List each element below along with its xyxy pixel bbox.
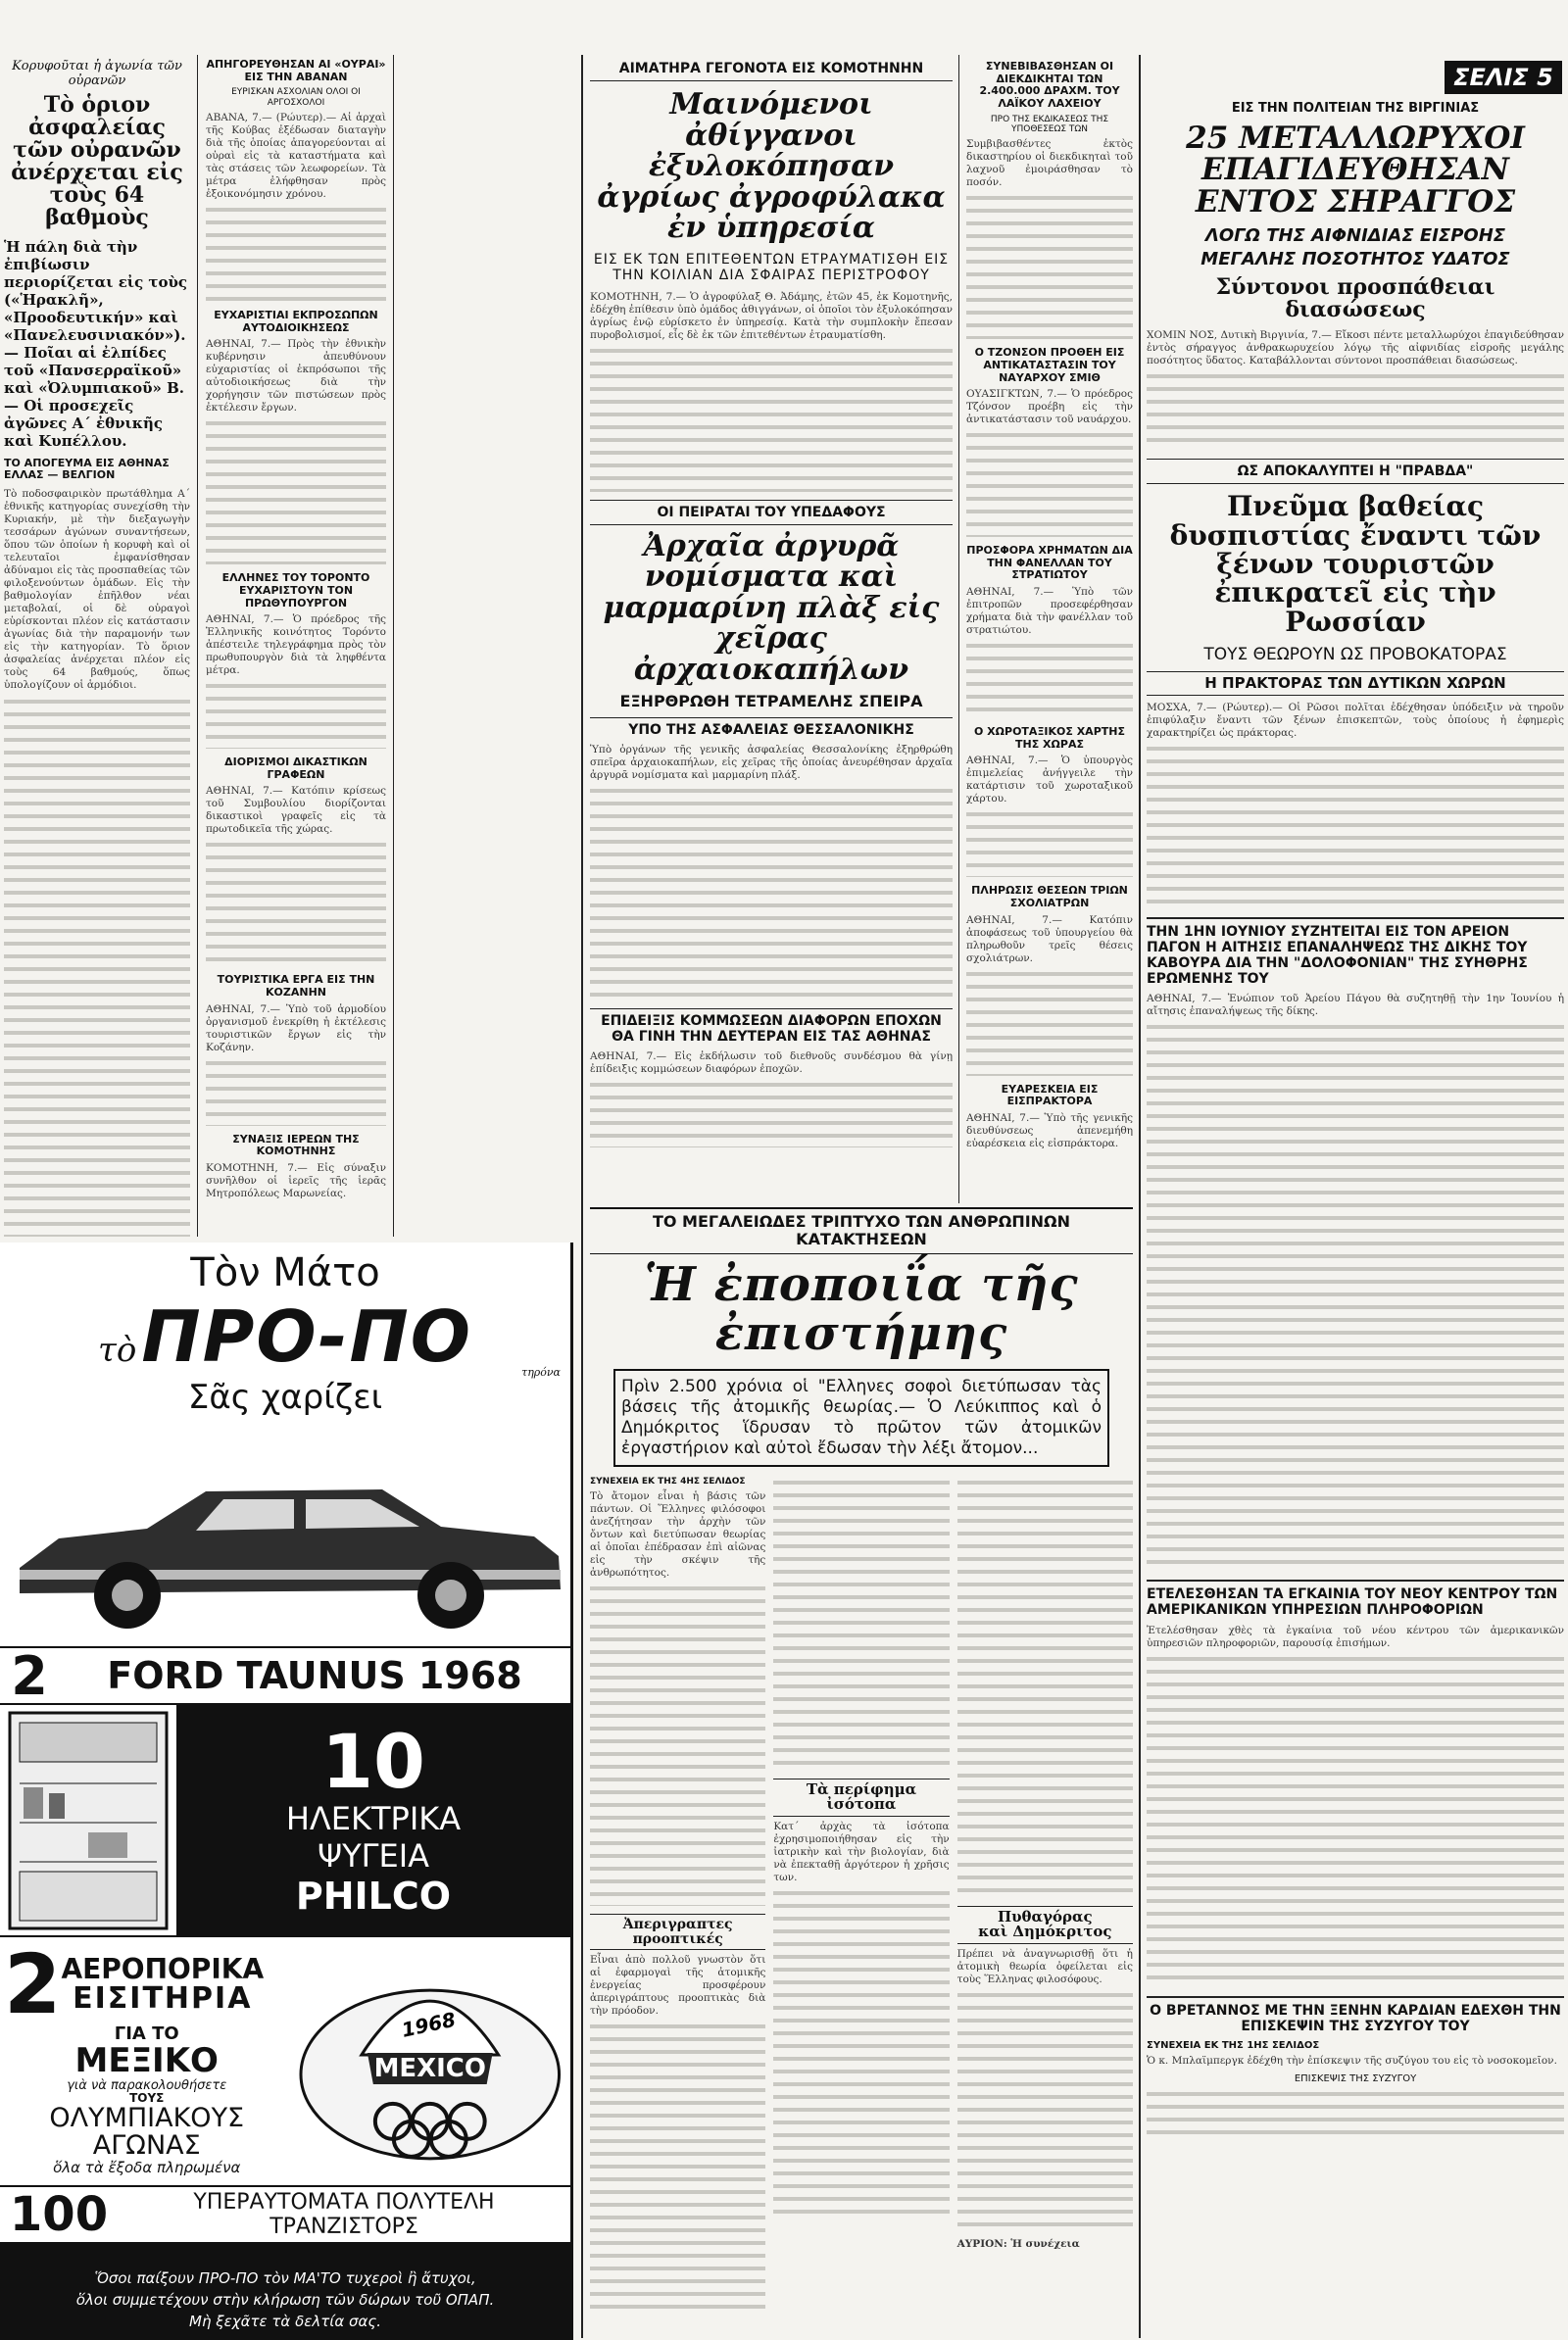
feature-col2-filler (773, 1477, 949, 1771)
feature-subhead-2a: Τὰ περίφημα (773, 1779, 949, 1798)
column-rule (393, 55, 394, 1237)
col5-text5: Ὁ κ. Μπλαϊμπεργκ ἐδέχθη τὴν ἐπίσκεψιν τῆς συζύγου του εἰς τὸ νοσοκομεῖον. (1147, 2055, 1557, 2068)
col2-s3-text: ΑΘΗΝΑΙ, 7.— Ὁ πρόεδρος τῆς Ἑλληνικῆς κοινότητος Τορόντο ἀπέστειλε τηλεγράφημα πρὸς τὸν πρωθυπουργὸν διὰ τὰ ληφθέντα μέτρα. (206, 613, 386, 677)
fridge-prize-number: 10 (321, 1717, 425, 1805)
feature-columns (590, 1477, 1133, 2316)
col5-s2-kicker: ΩΣ ΑΠΟΚΑΛΥΠΤΕΙ Η "ΠΡΑΒΔΑ" (1147, 459, 1564, 484)
ad-propo-logo: ΠΡΟ-ΠΟ (141, 1295, 472, 1378)
feature-text2-filler (590, 2021, 765, 2315)
feature-footer: ΑΥΡΙΟΝ: Ἡ συνέχεια (956, 2238, 1080, 2251)
col5-text2: ΜΟΣΧΑ, 7.— (Ρώυτερ).— Οἱ Ρῶσοι πολῖται ἐδέχθησαν ὑπόδειξιν νὰ τηροῦν ἐπιφύλαξιν ἔναντι τῶν ξένων ἐπισκεπτῶν, τοὺς ὁποίους ἡ ἐφημερὶς χαρακτηρίζει ὡς πράκτορας. (1147, 701, 1564, 739)
col3-headline: Μαινόμενοι ἀθίγγανοι ἐξυλοκόπησαν ἀγρίως ἀγροφύλακα ἐν ὑπηρεσία (597, 87, 946, 246)
col2-s2-filler (206, 417, 386, 564)
column-rule (958, 55, 959, 1203)
col4-s3-filler (966, 640, 1133, 718)
col4-s2-text: ΟΥΑΣΙΓΚΤΩΝ, 7.— Ὁ πρόεδρος Τζόνσον προέβη εἰς τὴν ἀντικατάστασιν τοῦ ναυάρχου. (966, 388, 1133, 426)
sombrero-illustration (293, 1937, 570, 2187)
col3-text: ΚΟΜΟΤΗΝΗ, 7.— Ὁ ἀγροφύλαξ Θ. Ἀδάμης, ἐτῶν 45, ἐκ Κομοτηνῆς, ἐδέχθη ἐπίθεσιν ὑπὸ ὁμάδος ἀθιγγάνων, οἱ ὁποῖοι τὸν ἐξυλοκόπησαν ἀγρίως ἐνῷ εὑρίσκετο ἐν ὑπηρεσίᾳ. Κατὰ τὴν συμπλοκὴν ἔπεσαν πυροβολισμοί, εἷς δὲ ἐκ τῶν ἐπιτεθέντων ἐτραυματίσθη. (590, 290, 953, 341)
col5-text3-filler (1147, 1021, 1564, 1570)
ad-line-2 (0, 1295, 570, 1378)
col2-s3-head: ΕΛΛΗΝΕΣ ΤΟΥ ΤΟΡΟΝΤΟ ΕΥΧΑΡΙΣΤΟΥΝ ΤΟΝ ΠΡΩΘΥΠΟΥΡΓΟΝ (221, 571, 370, 609)
col3-text-2: Ὑπὸ ὀργάνων τῆς γενικῆς ἀσφαλείας Θεσσαλονίκης ἐξηρθρώθη σπεῖρα ἀρχαιοκαπήλων, εἰς χεῖρας τῆς ὁποίας ἀνευρέθησαν ἀρχαῖα ἀργυρᾶ νομίσματα καὶ μαρμαρίνη πλάξ. (590, 743, 953, 781)
fridge-prize (0, 1705, 570, 1935)
col5-sub3: Σύντονοι προσπάθειαι διασώσεως (1215, 273, 1495, 323)
ad-footer-line-3: Μὴ ξεχᾶτε τὰ δελτία σας. (189, 2313, 381, 2330)
tickets-label-stack (61, 1952, 265, 2016)
ad-line-1: Τὸν Μάτο (190, 1250, 380, 1295)
col4-s2-filler (966, 429, 1133, 537)
feature-col-2 (773, 1477, 949, 2316)
feature-cont: ΣΥΝΕΧΕΙΑ ΕΚ ΤΗΣ 4ΗΣ ΣΕΛΙΔΟΣ (590, 1476, 746, 1487)
radio-prize-name: ΥΠΕΡΑΥΤΟΜΑΤΑ ΠΟΛΥΤΕΛΗ ΤΡΑΝΖΙΣΤΟΡΣ (193, 2190, 495, 2239)
col4-s6-head: ΕΥΑΡΕΣΚΕΙΑ ΕΙΣ ΕΙΣΠΡΑΚΤΟΡΑ (1001, 1082, 1099, 1108)
col5-headline: 25 ΜΕΤΑΛΛΩΡΥΧΟΙ ΕΠΑΓΙΔΕΥΘΗΣΑΝ ΕΝΤΟΣ ΣΗΡΑΓΓΟΣ (1186, 120, 1525, 220)
fridge-prize-line-1: ΗΛΕΚΤΡΙΚΑ (285, 1799, 462, 1837)
tickets-line-8: ΑΓΩΝΑΣ (92, 2130, 201, 2162)
feature-text2: Εἶναι ἀπὸ πολλοῦ γνωστὸν ὅτι αἱ ἐφαρμογαὶ τῆς ἀτομικῆς ἐνεργείας προσφέρουν ἀπεριγράπτους προοπτικὰς διὰ τὴν πρόοδον. (590, 1954, 766, 2018)
col4-s5-text: ΑΘΗΝΑΙ, 7.— Κατόπιν ἀποφάσεως τοῦ ὑπουργείου θὰ πληρωθοῦν τρεῖς θέσεις σχολιάτρων. (966, 913, 1133, 964)
feature-subhead-3a: Πυθαγόρας (957, 1906, 1133, 1926)
col5-text1-filler (1147, 370, 1564, 449)
col3-box-head: ΟΙ ΠΕΙΡΑΤΑΙ ΤΟΥ ΥΠΕΔΑΦΟΥΣ (590, 500, 953, 525)
col5-s5-sub: ΕΠΙΣΚΕΨΙΣ ΤΗΣ ΣΥΖΥΓΟΥ (1294, 2073, 1417, 2085)
col2-s4-head: ΔΙΟΡΙΣΜΟΙ ΔΙΚΑΣΤΙΚΩΝ ΓΡΑΦΕΩΝ (224, 756, 368, 781)
col1-lead: Ἡ πάλη διὰ τὴν ἐπιβίωσιν περιορίζεται εἰς τοὺς («Ἡρακλῆ», «Προοδευτικήν» καὶ «Πανελευσινιακόν»).— Ποῖαι αἱ ἐλπίδες τοῦ «Πανσερραϊκοῦ» καὶ «Ὀλυμπιακοῦ» Β.— Οἱ προσεχεῖς ἀγῶνες Α΄ ἐθνικῆς καὶ Κυπέλλου. (4, 237, 188, 450)
col4-s6-text: ΑΘΗΝΑΙ, 7.— Ὑπὸ τῆς γενικῆς διευθύνσεως ἀπενεμήθη εὐαρέσκεια εἰς εἰσπράκτορα. (966, 1111, 1133, 1149)
col4-s5-head: ΠΛΗΡΩΣΙΣ ΘΕΣΕΩΝ ΤΡΙΩΝ ΣΧΟΛΙΑΤΡΩΝ (971, 884, 1128, 910)
col2-s5-head: ΤΟΥΡΙΣΤΙΚΑ ΕΡΓΑ ΕΙΣ ΤΗΝ ΚΟΖΑΝΗΝ (217, 973, 375, 999)
col2-s4-filler (206, 839, 386, 966)
col4-s2-head: Ο ΤΖΟΝΣΟΝ ΠΡΟΘΕΗ ΕΙΣ ΑΝΤΙΚΑΤΑΣΤΑΣΙΝ ΤΟΥ ΝΑΥΑΡΧΟΥ ΣΜΙΘ (974, 346, 1125, 384)
col5-s5-cont: ΣΥΝΕΧΕΙΑ ΕΚ ΤΗΣ 1ΗΣ ΣΕΛΙΔΟΣ (1147, 2039, 1320, 2051)
car-prize-name: FORD TAUNUS 1968 (107, 1654, 522, 1697)
col2-s5-filler (206, 1057, 386, 1126)
feature-subhead-2b: ἰσότοπα (773, 1797, 949, 1817)
column-rule (1139, 55, 1141, 2338)
masthead-logo: ΣΕΛΙΣ 5 (1445, 61, 1562, 94)
col5-s2-sub1: ΤΟΥΣ ΘΕΩΡΟΥΝ ΩΣ ΠΡΟΒΟΚΑΤΟΡΑΣ (1203, 645, 1507, 665)
feature-intro: Πρὶν 2.500 χρόνια οἱ "Ελληνες σοφοὶ διετύπωσαν τὰς βάσεις τῆς ἀτομικῆς θεωρίας.— Ὁ Λεύκιππος καὶ ὁ Δημόκριτος ἵδρυσαν τὸ πρῶτον τῶν ἀτομικῶν ἐργαστήριον καὶ αὐτοὶ ἔδωσαν τὴν λέξι ἄτομον... (621, 1376, 1102, 1458)
col2-s1-sub: ΕΥΡΙΣΚΑΝ ΑΣΧΟΛΙΑΝ ΟΛΟΙ ΟΙ ΑΡΓΟΣΧΟΛΟΙ (231, 87, 361, 108)
feature-text1-filler (590, 1583, 765, 1906)
col5-s5-head: Ο ΒΡΕΤΑΝΝΟΣ ΜΕ ΤΗΝ ΞΕΝΗΝ ΚΑΡΔΙΑΝ ΕΔΕΧΘΗ ΤΗΝ ΕΠΙΣΚΕΨΙΝ ΤΗΣ ΣΥΖΥΓΟΥ ΤΟΥ (1147, 1996, 1564, 2034)
fridge-prize-block (176, 1705, 570, 1935)
car-illustration (0, 1421, 573, 1656)
col3-headline-3: ΕΠΙΔΕΙΞΙΣ ΚΟΜΜΩΣΕΩΝ ΔΙΑΦΟΡΩΝ ΕΠΟΧΩΝ ΘΑ ΓΙΝΗ ΤΗΝ ΔΕΥΤΕΡΑΝ ΕΙΣ ΤΑΣ ΑΘΗΝΑΣ (590, 1008, 953, 1045)
column-4 (962, 0, 1137, 1203)
sombrero-label: MEXICO (374, 2053, 487, 2083)
col2-s4-text: ΑΘΗΝΑΙ, 7.— Κατόπιν κρίσεως τοῦ Συμβουλίου διορίζονται δικαστικοὶ γραφεῖς εἰς τὰ πρωτοδικεῖα τῆς χώρας. (206, 785, 386, 836)
col5-text5-filler (1147, 2088, 1564, 2137)
tickets-line-6: ΤΟΥΣ (129, 2091, 165, 2106)
col4-s1-sub: ΠΡΟ ΤΗΣ ΕΚΔΙΚΑΣΕΩΣ ΤΗΣ ΥΠΟΘΕΣΕΩΣ ΤΩΝ (990, 114, 1109, 134)
col2-s6-head: ΣΥΝΑΞΙΣ ΙΕΡΕΩΝ ΤΗΣ ΚΟΜΟΤΗΝΗΣ (232, 1132, 360, 1158)
car-prize-number: 2 (11, 1644, 48, 1707)
ad-line-2a: τὸ (98, 1331, 137, 1370)
feature-article (586, 1207, 1137, 2340)
radio-prize-number: 100 (9, 2187, 109, 2242)
column-3 (586, 0, 956, 1203)
column-1 (0, 0, 194, 1237)
fridge-prize-line-2: ΨΥΓΕΙΑ (317, 1836, 430, 1875)
col2-s3-filler (206, 680, 386, 749)
propo-advertisement (0, 1243, 573, 2340)
col2-s6-text: ΚΟΜΟΤΗΝΗ, 7.— Εἰς σύναξιν συνῆλθον οἱ ἱερεῖς τῆς ἱερᾶς Μητροπόλεως Μαρωνείας. (206, 1162, 386, 1200)
col3-text-2-filler (590, 785, 953, 1000)
col4-s1-text: Συμβιβασθέντες ἐκτὸς δικαστηρίου οἱ διεκδικηταὶ τοῦ λαχνοῦ ἐμοιράσθησαν τὸ ποσόν. (966, 138, 1133, 189)
col2-s2-text: ΑΘΗΝΑΙ, 7.— Πρὸς τὴν ἐθνικὴν κυβέρνησιν ἀπευθύνουν εὐχαριστίας οἱ ἐκπρόσωποι τῆς αὐτοδιοικήσεως διὰ τὴν χορήγησιν τῶν πιστώσεων πρὸς ἐκτέλεσιν ἔργων. (206, 338, 386, 414)
column-2 (202, 0, 390, 1237)
tickets-line-3: ΓΙΑ ΤΟ (114, 2023, 179, 2044)
col5-dateline: ΕΙΣ ΤΗΝ ΠΟΛΙΤΕΙΑΝ ΤΗΣ ΒΙΡΓΙΝΙΑΣ (1231, 101, 1480, 116)
col5-text4: Ἐτελέσθησαν χθὲς τὰ ἐγκαίνια τοῦ νέου κέντρου τῶν ἀμερικανικῶν ὑπηρεσιῶν πληροφοριῶν, παρουσίᾳ ἐπισήμων. (1147, 1624, 1564, 1649)
ad-line-3-row (0, 1366, 570, 1417)
col4-s3-head: ΠΡΟΣΦΟΡΑ ΧΡΗΜΑΤΩΝ ΔΙΑ ΤΗΝ ΦΑΝΕΛΛΑΝ ΤΟΥ ΣΤΡΑΤΙΩΤΟΥ (966, 544, 1133, 582)
col2-s1-text: ΑΒΑΝΑ, 7.— (Ρώυτερ).— Αἱ ἀρχαὶ τῆς Κούβας ἐξέδωσαν διαταγὴν διὰ τῆς ὁποίας ἀπαγορεύονται αἱ οὐραὶ εἰς τὰ καταστήματα καὶ τὰς στάσεις τῶν λεωφορείων. Τὰ μέτρα ἐλήφθησαν πρὸς ἐξοικονόμησιν χρόνου. (206, 111, 386, 200)
feature-text3: Κατ΄ ἀρχὰς τὰ ἰσότοπα ἐχρησιμοποιήθησαν εἰς τὴν ἰατρικὴν καὶ τὴν βιολογίαν, διὰ νὰ ἐπεκταθῇ ἀργότερον ἡ χρῆσις των. (773, 1821, 950, 1884)
tickets-prize-number: 2 (4, 1936, 62, 2032)
col4-s5-filler (966, 968, 1133, 1076)
col5-text2-filler (1147, 743, 1564, 909)
col2-s1-head: ΑΠΗΓΟΡΕΥΘΗΣΑΝ ΑΙ «ΟΥΡΑΙ» ΕΙΣ ΤΗΝ ΑΒΑΝΑΝ (206, 58, 386, 83)
col2-s5-text: ΑΘΗΝΑΙ, 7.— Ὑπὸ τοῦ ἁρμοδίου ὀργανισμοῦ ἐνεκρίθη ἡ ἐκτέλεσις τουριστικῶν ἔργων εἰς τὴν Κοζάνην. (206, 1002, 386, 1053)
col4-s3-text: ΑΘΗΝΑΙ, 7.— Ὑπὸ τῶν ἐπιτροπῶν προσεφέρθησαν χρήματα διὰ τὴν φανέλλαν τοῦ στρατιώτου. (966, 586, 1133, 637)
ad-tag: τηρόνα (521, 1366, 561, 1379)
feature-col3-filler (957, 1477, 1133, 1898)
feature-text1: Τὸ ἄτομον εἶναι ἡ βάσις τῶν πάντων. Οἱ Ἕλληνες φιλόσοφοι ἀνεζήτησαν τὴν ἀρχὴν τῶν ὄντων καὶ διετύπωσαν θεωρίας αἱ ὁποῖαι ἐπέδρασαν ἐπὶ αἰῶνας εἰς τὴν σκέψιν τῆς ἀνθρωπότητος. (590, 1489, 766, 1579)
feature-text3-filler (773, 1887, 949, 2220)
col3-h2-sub1: ΕΞΗΡΘΡΩΘΗ ΤΕΤΡΑΜΕΛΗΣ ΣΠΕΙΡΑ (619, 692, 923, 711)
col3-headline-2: Ἀρχαῖα ἀργυρᾶ νομίσματα καὶ μαρμαρίνη πλὰξ εἰς χεῖρας ἀρχαιοκαπήλων (603, 528, 940, 687)
ad-footer-line-1: Ὅσοι παίξουν ΠΡΟ-ΠΟ τὸν ΜΑ'ΤΟ τυχεροὶ ἢ ἄτυχοι, (94, 2269, 476, 2287)
col1-kicker: Κορυφοῦται ἡ ἀγωνία τῶν οὐρανῶν (12, 59, 182, 88)
col3-h2-sub2: ΥΠΟ ΤΗΣ ΑΣΦΑΛΕΙΑΣ ΘΕΣΣΑΛΟΝΙΚΗΣ (590, 717, 953, 738)
tickets-line-2: ΕΙΣΙΤΗΡΙΑ (73, 1980, 253, 2016)
col5-s2-sub2: Η ΠΡΑΚΤΟΡΑΣ ΤΩΝ ΔΥΤΙΚΩΝ ΧΩΡΩΝ (1147, 671, 1564, 696)
col4-s1-filler (966, 192, 1133, 339)
feature-subhead-1: Ἀπεριγραπτες προοπτικές (590, 1914, 765, 1950)
col1-text: Τὸ ποδοσφαιρικὸν πρωτάθλημα Α΄ ἐθνικῆς κατηγορίας συνεχίσθη τὴν Κυριακήν, μὲ τὴν διεξαγωγὴν τεσσάρων ἀγώνων συναντήσεων, ὅπου τῶν ὁποίων ἡ κορυφὴ καὶ οἱ τελευταῖοι ἐμφανίσθησαν ἀδύναμοι εἰς τὰς προσπαθείας τῶν φιλοξενούντων ὁμάδων. Εἰς τὴν βαθμολογίαν ἐπῆλθον νέαι μεταβολαί, οἱ δὲ οὐραγοὶ εὑρίσκονται πλέον εἰς κατάστασιν ἀγωνίας διὰ τὴν παραμονήν των εἰς τὴν κατηγορίαν. Τὸ ὅριον ἀσφαλείας ἀνέρχεται πλέον εἰς τοὺς 64 βαθμούς, ὅπως ὑπολογίζουν οἱ ἁρμόδιοι. (4, 487, 190, 691)
car-prize-bar (0, 1646, 570, 1705)
col2-s1-filler (206, 204, 386, 302)
feature-subhead-3b: καὶ Δημόκριτος (957, 1925, 1133, 1944)
col4-s4-filler (966, 808, 1133, 877)
col5-text3: ΑΘΗΝΑΙ, 7.— Ἐνώπιον τοῦ Ἀρείου Πάγου θὰ συζητηθῇ τὴν 1ην Ἰουνίου ἡ αἴτησις ἐπαναλήψεως τῆς δίκης. (1147, 993, 1564, 1018)
col3-kicker: ΑΙΜΑΤΗΡΑ ΓΕΓΟΝΟΤΑ ΕΙΣ ΚΟΜΟΤΗΝΗΝ (590, 61, 953, 81)
ad-line-3: Σᾶς χαρίζει (187, 1378, 383, 1417)
col5-text1: ΧΟΜΙΝ ΝΟΣ, Δυτικὴ Βιργινία, 7.— Εἴκοσι πέντε μεταλλωρύχοι ἐπαγιδεύθησαν ἐντὸς σήραγγος ἀνθρακωρυχείου λόγῳ τῆς αἰφνιδίας εἰσροῆς μεγάλης ποσότητος ὕδατος. Καταβάλλονται σύντονοι προσπάθειαι διασώσεως. (1147, 329, 1564, 367)
feature-col-1 (590, 1477, 765, 2316)
feature-col-3 (957, 1477, 1133, 2316)
feature-text4-filler (957, 1989, 1133, 2234)
col5-sub2: ΜΕΓΑΛΗΣ ΠΟΣΟΤΗΤΟΣ ΥΔΑΤΟΣ (1200, 249, 1510, 270)
col1-headline: Τὸ ὁριον ἀσφαλείας τῶν οὐρανῶν ἀνέρχεται εἰς τοὺς 64 βαθμοὺς (11, 92, 183, 231)
feature-text4: Πρέπει νὰ ἀναγνωρισθῇ ὅτι ἡ ἀτομικὴ θεωρία ὀφείλεται εἰς τοὺς Ἕλληνας φιλοσόφους. (956, 1948, 1133, 1986)
tickets-line-9: ὅλα τὰ ἔξοδα πληρωμένα (53, 2158, 241, 2176)
tickets-line-7: ΟΛΥΜΠΙΑΚΟΥΣ (49, 2102, 245, 2133)
col5-s4-head: ΕΤΕΛΕΣΘΗΣΑΝ ΤΑ ΕΓΚΑΙΝΙΑ ΤΟΥ ΝΕΟΥ ΚΕΝΤΡΟΥ ΤΩΝ ΑΜΕΡΙΚΑΝΙΚΩΝ ΥΠΗΡΕΣΙΩΝ ΠΛΗΡΟΦΟΡΙΩΝ (1147, 1580, 1564, 1618)
col3-text-3-filler (590, 1079, 953, 1147)
col3-text-filler (590, 345, 953, 492)
col1-text-filler (4, 696, 190, 1237)
tickets-line-5: γιὰ νὰ παρακολουθήσετε (67, 2077, 227, 2093)
column-5 (1143, 0, 1568, 2340)
feature-kicker: ΤΟ ΜΕΓΑΛΕΙΩΔΕΣ ΤΡΙΠΤΥΧΟ ΤΩΝ ΑΝΘΡΩΠΙΝΩΝ ΚΑΤΑΚΤΗΣΕΩΝ (590, 1207, 1133, 1254)
col3-sub: ΕΙΣ ΕΚ ΤΩΝ ΕΠΙΤΕΘΕΝΤΩΝ ΕΤΡΑΥΜΑΤΙΣΘΗ ΕΙΣ ΤΗΝ ΚΟΙΛΙΑΝ ΔΙΑ ΣΦΑΙΡΑΣ ΠΕΡΙΣΤΡΟΦΟΥ (593, 251, 950, 283)
col4-s4-head: Ο ΧΩΡΟΤΑΞΙΚΟΣ ΧΑΡΤΗΣ ΤΗΣ ΧΩΡΑΣ (974, 725, 1125, 751)
col5-s2-headline: Πνεῦμα βαθείας δυσπιστίας ἔναντι τῶν ξένων τουριστῶν ἐπικρατεῖ εἰς τὴν Ρωσσίαν (1169, 490, 1542, 638)
col2-s2-head: ΕΥΧΑΡΙΣΤΙΑΙ ΕΚΠΡΟΣΩΠΩΝ ΑΥΤΟΔΙΟΙΚΗΣΕΩΣ (214, 308, 378, 334)
tickets-prize-text (0, 1937, 293, 2185)
ad-footer (0, 2244, 570, 2340)
col1-subhead: ΤΟ ΑΠΟΓΕΥΜΑ ΕΙΣ ΑΘΗΝΑΣ ΕΛΛΑΣ — ΒΕΛΓΙΟΝ (4, 456, 170, 482)
col4-s1-head: ΣΥΝΕΒΙΒΑΣΘΗΣΑΝ ΟΙ ΔΙΕΚΔΙΚΗΤΑΙ ΤΩΝ 2.400.000 ΔΡΑΧΜ. ΤΟΥ ΛΑΪΚΟΥ ΛΑΧΕΙΟΥ (979, 60, 1120, 110)
col5-sub1: ΛΟΓΩ ΤΗΣ ΑΙΦΝΙΔΙΑΣ ΕΙΣΡΟΗΣ (1204, 224, 1506, 246)
col5-text4-filler (1147, 1653, 1564, 1986)
tickets-prize (0, 1935, 570, 2185)
sombrero-year: 1968 (400, 2007, 459, 2042)
ad-footer-line-2: ὅλοι συμμετέχουν στὴν κλήρωση τῶν δώρων τοῦ ΟΠΑΠ. (75, 2291, 495, 2309)
col5-s3-head: ΤΗΝ 1ΗΝ ΙΟΥΝΙΟΥ ΣΥΖΗΤΕΙΤΑΙ ΕΙΣ ΤΟΝ ΑΡΕΙΟΝ ΠΑΓΟΝ Η ΑΙΤΗΣΙΣ ΕΠΑΝΑΛΗΨΕΩΣ ΤΗΣ ΔΙΚΗΣ ΤΟΥ ΚΑΒΟΥΡΑ ΔΙΑ ΤΗΝ "ΔΟΛΟΦΟΝΙΑΝ" ΤΗΣ ΣΥΗΘΡΗΣ ΕΡΩΜΕΝΗΣ ΤΟΥ (1147, 917, 1564, 987)
col3-text-3: ΑΘΗΝΑΙ, 7.— Εἰς ἐκδήλωσιν τοῦ διεθνοῦς συνδέσμου θὰ γίνῃ ἐπίδειξις κομμώσεων διαφόρων ἐποχῶν. (590, 1050, 953, 1076)
radio-prize (0, 2185, 570, 2244)
fridge-illustration (0, 1705, 176, 1935)
tickets-line-4: ΜΕΞΙΚΟ (74, 2040, 219, 2080)
feature-intro-box (613, 1369, 1109, 1467)
tickets-number-row (4, 1936, 289, 2032)
column-rule (197, 55, 198, 1237)
tickets-line-1: ΑΕΡΟΠΟΡΙΚΑ (61, 1952, 265, 1985)
column-rule (581, 55, 583, 2338)
col4-s4-text: ΑΘΗΝΑΙ, 7.— Ὁ ὑπουργὸς ἐπιμελείας ἀνήγγειλε τὴν κατάρτισιν τοῦ χωροταξικοῦ χάρτου. (966, 755, 1133, 805)
fridge-prize-line-3: PHILCO (295, 1874, 452, 1918)
feature-headline: Ἡ ἐποποιΐα τῆς ἐπιστήμης (644, 1256, 1079, 1362)
